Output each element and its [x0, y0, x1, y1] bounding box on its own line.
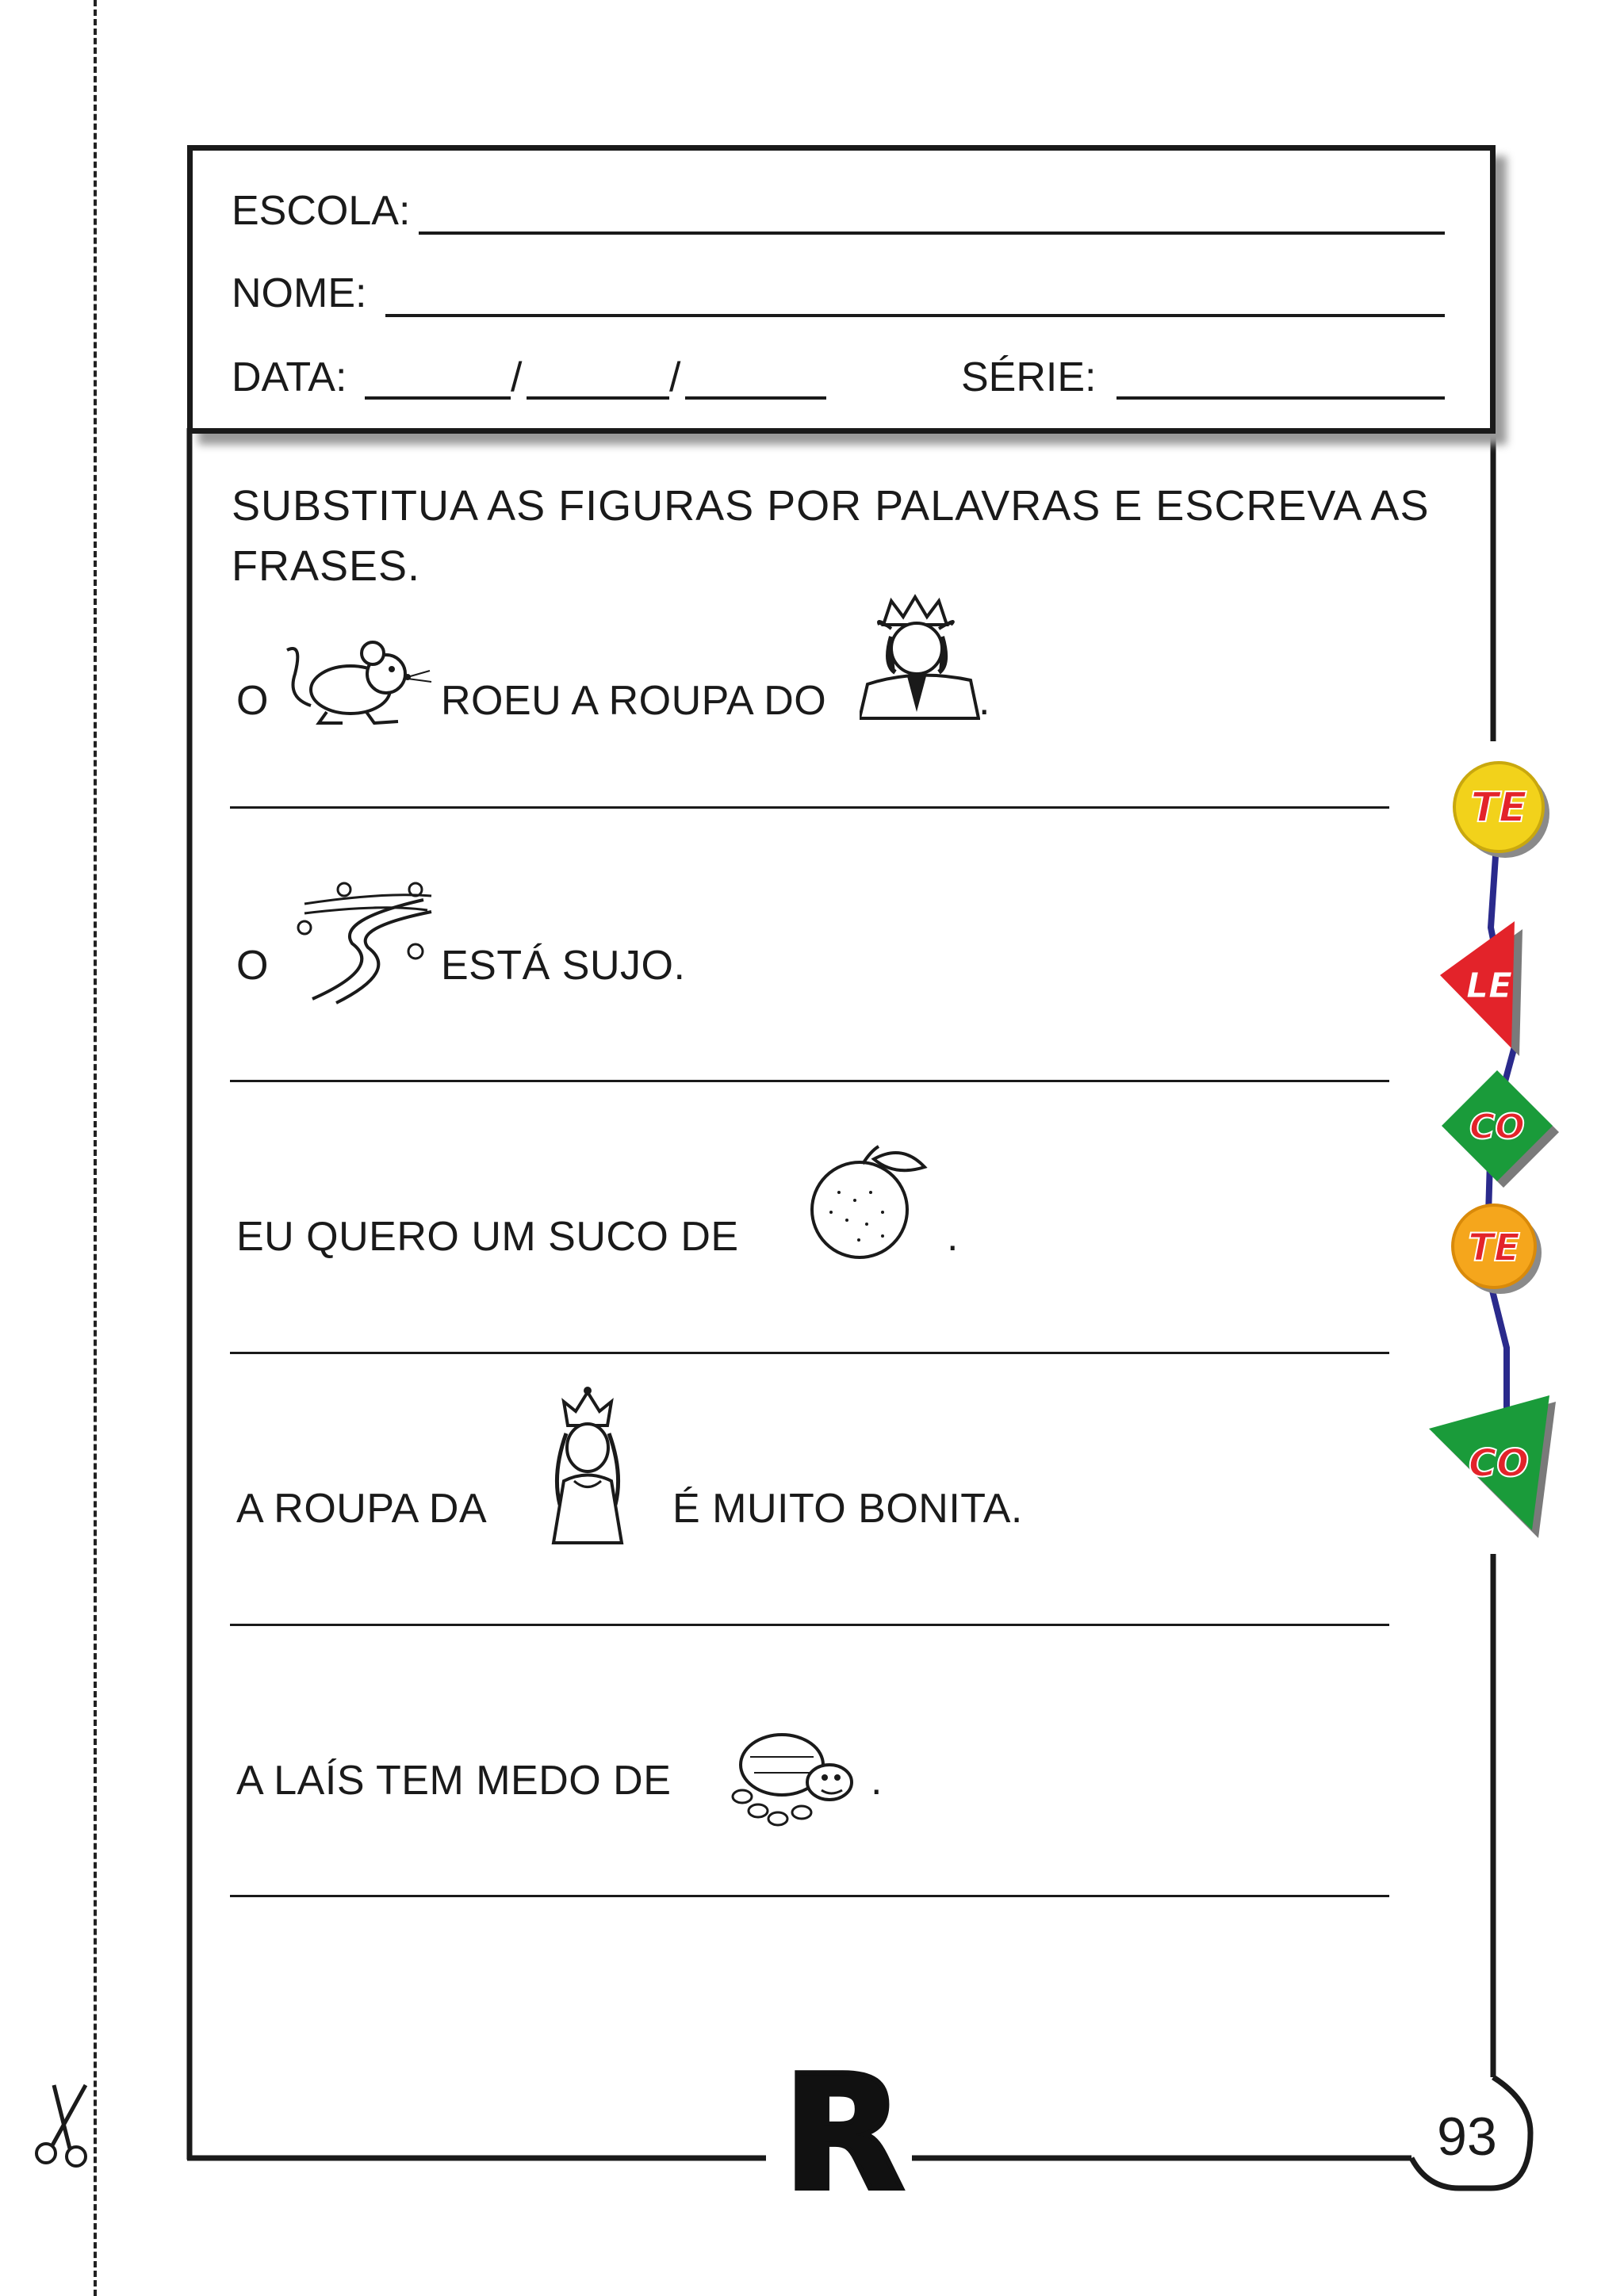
sentence-3-part-1: EU QUERO UM SUCO DE — [236, 1214, 739, 1260]
answer-line-2[interactable] — [230, 1080, 1389, 1082]
badge-le — [1440, 921, 1522, 1056]
date-day-field[interactable] — [365, 396, 511, 400]
badge-te-2 — [1453, 1205, 1542, 1294]
sentence-4-part-2: É MUITO BONITA. — [672, 1486, 1023, 1532]
badge-te-1 — [1454, 763, 1549, 858]
name-field[interactable] — [385, 314, 1445, 317]
teleco-teco-badges — [1419, 745, 1578, 1554]
river-picture — [289, 880, 439, 1007]
school-field[interactable] — [419, 232, 1445, 235]
badge-label: CO — [1469, 1107, 1525, 1147]
date-month-field[interactable] — [527, 396, 669, 400]
grade-field[interactable] — [1116, 396, 1445, 400]
footer-letter: R — [782, 2061, 906, 2204]
page-number: 93 — [1437, 2107, 1497, 2167]
sentence-1-part-1: O — [236, 678, 269, 724]
sentence-2-part-1: O — [236, 943, 269, 989]
date-year-field[interactable] — [685, 396, 826, 400]
badge-label: TE — [1468, 1226, 1520, 1270]
instruction-text: SUBSTITUA AS FIGURAS POR PALAVRAS E ESCREVA AS FRASES. — [232, 482, 1430, 590]
date-separator: / — [669, 354, 681, 400]
sentence-4-part-1: A ROUPA DA — [236, 1486, 488, 1532]
badge-co-1 — [1442, 1070, 1559, 1188]
name-label: NOME: — [232, 270, 367, 316]
sentence-2-part-2: ESTÁ SUJO. — [441, 943, 686, 989]
sentence-5-part-2: . — [871, 1758, 883, 1804]
queen-picture — [544, 1386, 631, 1544]
footer-letter-badge — [780, 2061, 907, 2204]
spider-picture — [726, 1717, 861, 1828]
answer-line-1[interactable] — [230, 806, 1389, 809]
mouse-picture — [279, 626, 438, 729]
badge-label: LE — [1465, 966, 1513, 1006]
sentence-3-part-2: . — [947, 1214, 959, 1260]
date-separator: / — [511, 354, 523, 400]
badge-co-2 — [1429, 1395, 1556, 1538]
sentence-1-part-2: ROEU A ROUPA DO — [441, 678, 827, 724]
orange-picture — [807, 1145, 928, 1265]
answer-line-4[interactable] — [230, 1624, 1389, 1626]
date-label: DATA: — [232, 354, 347, 400]
school-label: ESCOLA: — [232, 188, 411, 234]
sentence-5-part-1: A LAÍS TEM MEDO DE — [236, 1758, 672, 1804]
answer-line-5[interactable] — [230, 1895, 1389, 1897]
answer-line-3[interactable] — [230, 1352, 1389, 1354]
badge-label: CO — [1468, 1441, 1530, 1486]
king-picture — [860, 593, 980, 720]
badge-label: TE — [1470, 784, 1527, 832]
sentence-1-part-3: . — [979, 678, 990, 724]
grade-label: SÉRIE: — [961, 354, 1097, 400]
